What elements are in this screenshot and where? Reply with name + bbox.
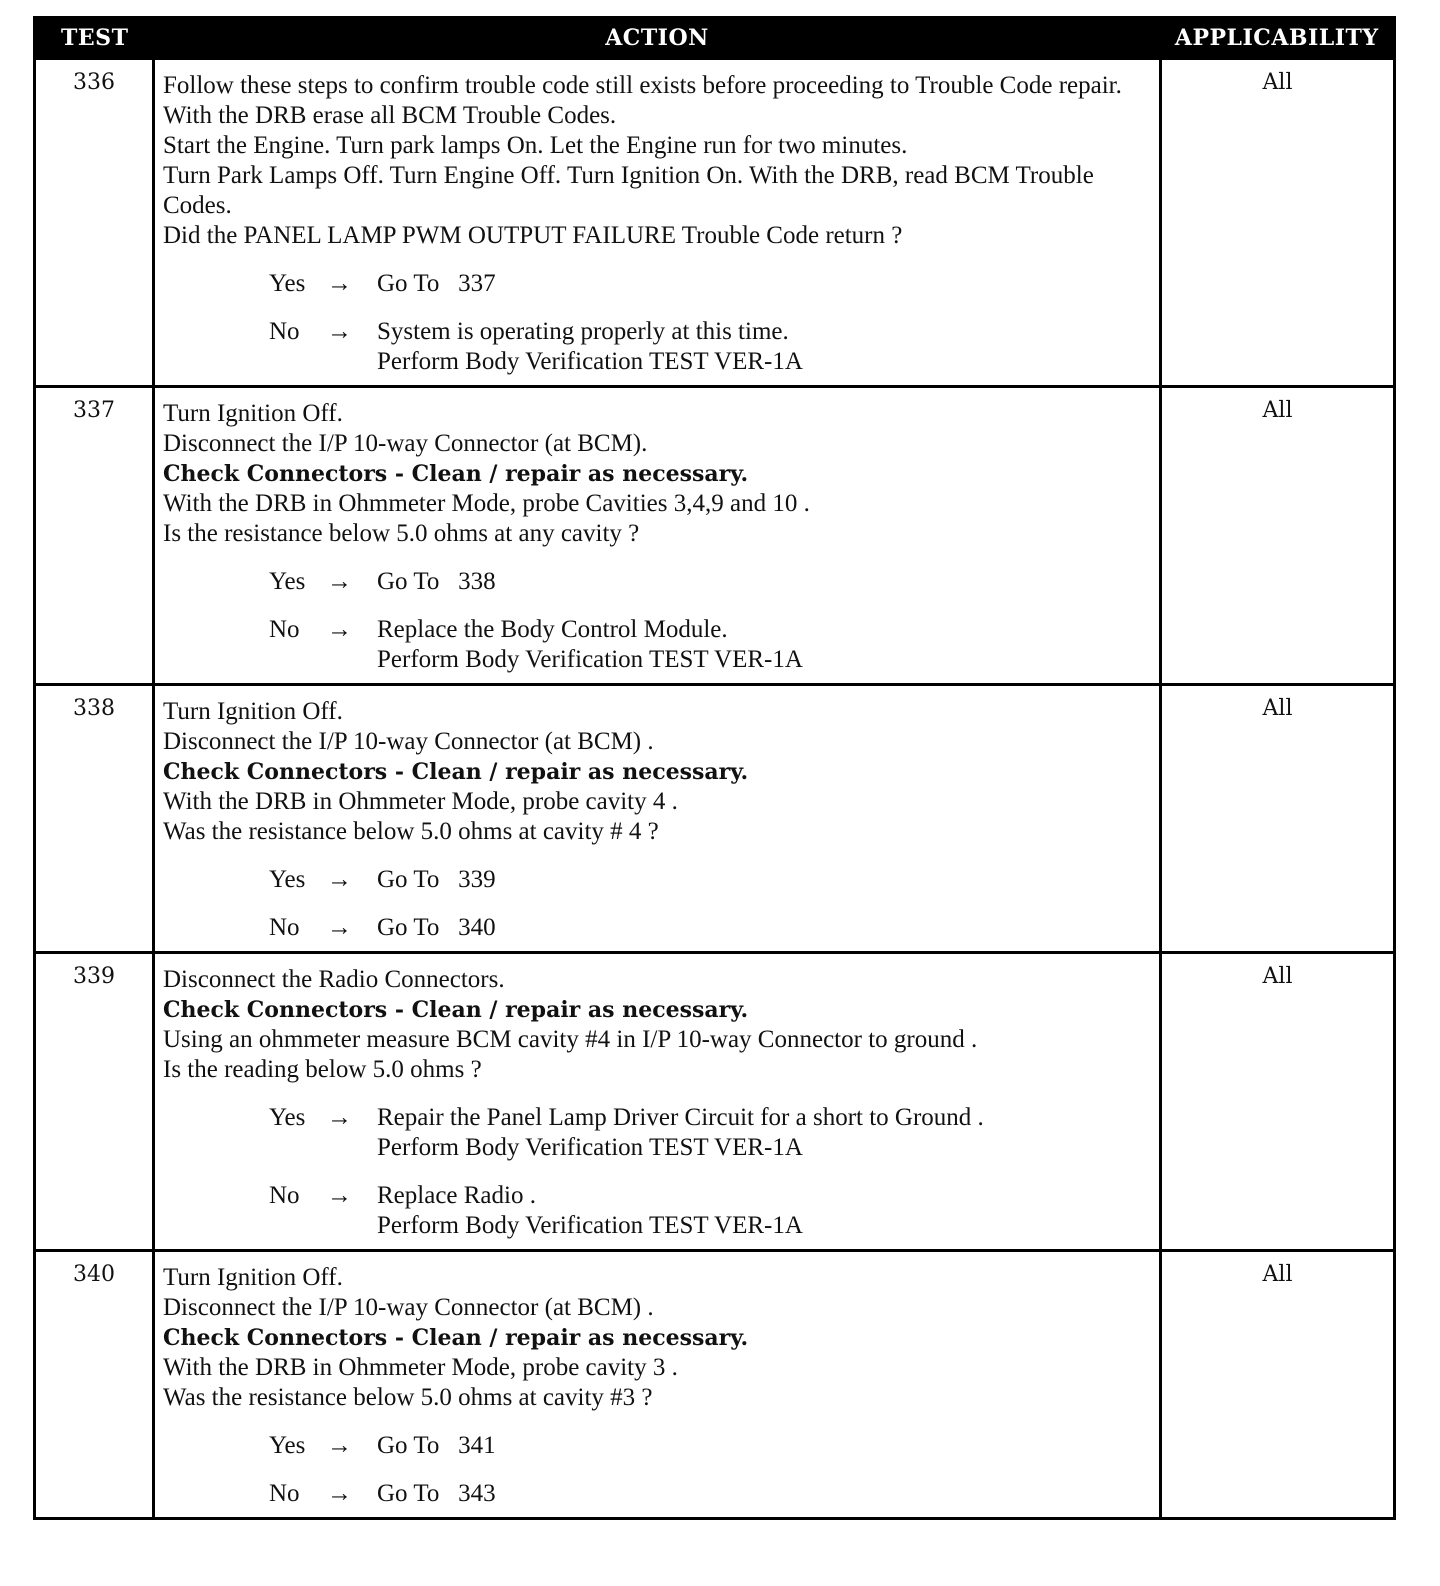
action-cell [154, 1251, 1161, 1519]
branch-outcome [377, 1103, 1151, 1163]
action-step: Is the resistance below 5.0 ohms at any cavity ? [163, 520, 640, 547]
action-step: Is the reading below 5.0 ohms ? [163, 1056, 482, 1083]
branch-outcome-line: Repair the Panel Lamp Driver Circuit for a short to Ground . [377, 1104, 984, 1131]
branch-label: No [269, 616, 300, 643]
branch-outcome-line: Go To 338 [377, 568, 496, 595]
right-arrow-icon: → [327, 1432, 352, 1459]
action-step-emphasis: Check Connectors - Clean / repair as necessary. [163, 1325, 749, 1351]
table-header [35, 18, 1395, 59]
branch-outcome [377, 317, 1151, 377]
branch-label: No [269, 1182, 300, 1209]
applicability-value: All [1161, 1251, 1395, 1519]
action-step: Disconnect the I/P 10-way Connector (at BCM) . [163, 1294, 654, 1321]
decision-branch [163, 1181, 1151, 1241]
branch-outcome [377, 913, 1151, 943]
action-cell [154, 685, 1161, 953]
action-step: With the DRB in Ohmmeter Mode, probe cavity 3 . [163, 1354, 678, 1381]
branch-outcome-line: Perform Body Verification TEST VER-1A [377, 1134, 803, 1161]
action-step: Was the resistance below 5.0 ohms at cavity #3 ? [163, 1384, 653, 1411]
branch-outcome-line: Perform Body Verification TEST VER-1A [377, 348, 803, 375]
branch-label: Yes [269, 1432, 306, 1459]
table-body [35, 59, 1395, 1519]
branch-label: Yes [269, 270, 306, 297]
decision-branch [163, 1431, 1151, 1461]
branch-outcome-line: Go To 340 [377, 914, 496, 941]
diagnostic-test-table [33, 16, 1396, 1520]
test-number: 339 [35, 953, 154, 1251]
right-arrow-icon: → [327, 866, 352, 893]
action-step: Did the PANEL LAMP PWM OUTPUT FAILURE Trouble Code return ? [163, 222, 903, 249]
decision-branch [163, 269, 1151, 299]
applicability-value: All [1161, 953, 1395, 1251]
decision-branch [163, 567, 1151, 597]
action-step-emphasis: Check Connectors - Clean / repair as necessary. [163, 759, 749, 785]
branch-label: No [269, 318, 300, 345]
table-row [35, 1251, 1395, 1519]
decision-branch [163, 1479, 1151, 1509]
branch-outcome [377, 1181, 1151, 1241]
table-row [35, 953, 1395, 1251]
branch-outcome-line: Go To 343 [377, 1480, 496, 1507]
action-step: Disconnect the I/P 10-way Connector (at BCM). [163, 430, 648, 457]
table-row [35, 59, 1395, 387]
branch-outcome-line: Replace Radio . [377, 1182, 536, 1209]
applicability-value: All [1161, 59, 1395, 387]
action-step: With the DRB erase all BCM Trouble Codes. [163, 102, 617, 129]
action-step: Using an ohmmeter measure BCM cavity #4 in I/P 10-way Connector to ground . [163, 1026, 978, 1053]
decision-branch [163, 1103, 1151, 1163]
applicability-value: All [1161, 387, 1395, 685]
branch-outcome [377, 615, 1151, 675]
action-cell [154, 953, 1161, 1251]
right-arrow-icon: → [327, 616, 352, 643]
action-step: Turn Ignition Off. [163, 698, 343, 725]
test-number: 340 [35, 1251, 154, 1519]
branch-label: No [269, 1480, 300, 1507]
action-step: Follow these steps to confirm trouble code still exists before proceeding to Trouble Code repair. [163, 72, 1122, 99]
action-step: Turn Ignition Off. [163, 400, 343, 427]
decision-branch [163, 615, 1151, 675]
action-cell [154, 59, 1161, 387]
branch-outcome [377, 1431, 1151, 1461]
branch-outcome-line: Go To 337 [377, 270, 496, 297]
applicability-value: All [1161, 685, 1395, 953]
right-arrow-icon: → [327, 1480, 352, 1507]
header-action: ACTION [154, 18, 1161, 59]
action-step: Disconnect the Radio Connectors. [163, 966, 505, 993]
right-arrow-icon: → [327, 568, 352, 595]
action-step: Start the Engine. Turn park lamps On. Let the Engine run for two minutes. [163, 132, 908, 159]
branch-label: Yes [269, 568, 306, 595]
branch-label: Yes [269, 1104, 306, 1131]
decision-branch [163, 317, 1151, 377]
right-arrow-icon: → [327, 1104, 352, 1131]
table-row [35, 387, 1395, 685]
branch-outcome-line: Go To 339 [377, 866, 496, 893]
header-test: TEST [35, 18, 154, 59]
branch-outcome [377, 567, 1151, 597]
branch-outcome [377, 269, 1151, 299]
branch-outcome [377, 1479, 1151, 1509]
test-number: 336 [35, 59, 154, 387]
action-cell [154, 387, 1161, 685]
branch-outcome-line: Replace the Body Control Module. [377, 616, 728, 643]
action-step: With the DRB in Ohmmeter Mode, probe Cavities 3,4,9 and 10 . [163, 490, 810, 517]
branch-outcome-line: System is operating properly at this time. [377, 318, 789, 345]
right-arrow-icon: → [327, 318, 352, 345]
branch-outcome-line: Go To 341 [377, 1432, 496, 1459]
action-step-emphasis: Check Connectors - Clean / repair as necessary. [163, 997, 749, 1023]
action-step: Turn Park Lamps Off. Turn Engine Off. Turn Ignition On. With the DRB, read BCM Trouble Codes. [163, 162, 1094, 219]
header-applicability: APPLICABILITY [1161, 18, 1395, 59]
action-step: With the DRB in Ohmmeter Mode, probe cavity 4 . [163, 788, 678, 815]
branch-label: Yes [269, 866, 306, 893]
decision-branch [163, 865, 1151, 895]
test-number: 338 [35, 685, 154, 953]
table-row [35, 685, 1395, 953]
action-step: Disconnect the I/P 10-way Connector (at BCM) . [163, 728, 654, 755]
right-arrow-icon: → [327, 914, 352, 941]
action-step: Turn Ignition Off. [163, 1264, 343, 1291]
test-number: 337 [35, 387, 154, 685]
right-arrow-icon: → [327, 1182, 352, 1209]
decision-branch [163, 913, 1151, 943]
action-step-emphasis: Check Connectors - Clean / repair as necessary. [163, 461, 749, 487]
branch-label: No [269, 914, 300, 941]
right-arrow-icon: → [327, 270, 352, 297]
branch-outcome [377, 865, 1151, 895]
branch-outcome-line: Perform Body Verification TEST VER-1A [377, 646, 803, 673]
action-step: Was the resistance below 5.0 ohms at cavity # 4 ? [163, 818, 659, 845]
branch-outcome-line: Perform Body Verification TEST VER-1A [377, 1212, 803, 1239]
header-row [35, 18, 1395, 59]
